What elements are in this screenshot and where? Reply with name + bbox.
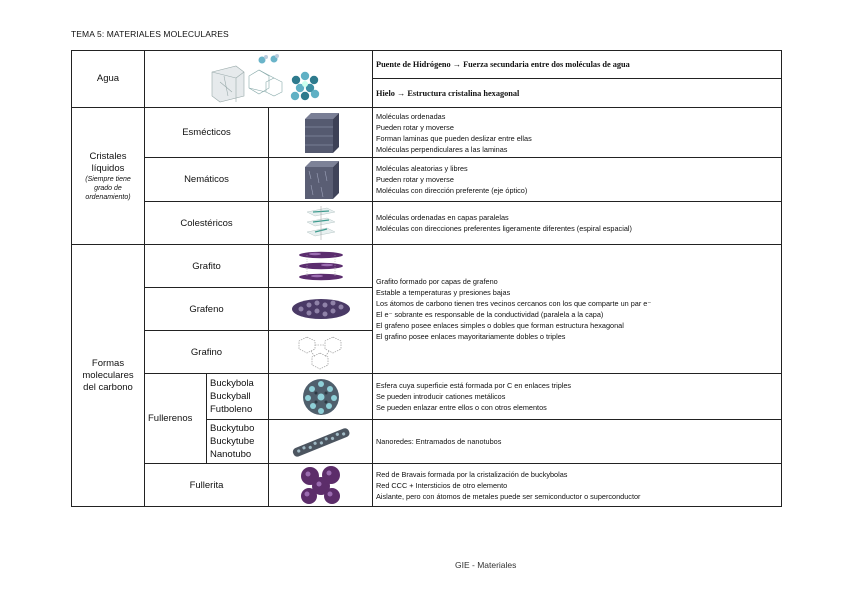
cristales-label-1: Cristales bbox=[89, 150, 127, 162]
nematicos-row bbox=[72, 158, 782, 202]
buckytubo-desc: Nanoredes: Entramados de nanotubos bbox=[373, 420, 782, 464]
cholesteric-image bbox=[269, 202, 373, 245]
fullerite-image bbox=[269, 464, 373, 507]
esmecticos-line: Pueden rotar y moverse bbox=[376, 122, 454, 132]
esmecticos-row bbox=[72, 108, 782, 158]
grafeno-label: Grafeno bbox=[145, 288, 269, 331]
bucky-line: Esfera cuya superficie está formada por C en enlaces triples bbox=[376, 381, 572, 390]
buckytubo-names bbox=[207, 420, 269, 464]
graphyne-image bbox=[269, 331, 373, 374]
tubo-name: Buckytubo bbox=[210, 423, 255, 434]
page-title: TEMA 5: MATERIALES MOLECULARES bbox=[71, 29, 229, 39]
water-molecules-image bbox=[145, 51, 373, 108]
nematicos-label: Nemáticos bbox=[145, 158, 269, 202]
grafino-label: Grafino bbox=[145, 331, 269, 374]
bucky-line: Se pueden enlazar entre ellos o con otros elementos bbox=[376, 403, 547, 412]
carbono-line: El grafeno posee enlaces simples o dobles que forman estructura hexagonal bbox=[376, 321, 624, 330]
nematicos-line: Pueden rotar y moverse bbox=[376, 175, 454, 184]
cristales-note-1: (Siempre tiene bbox=[85, 175, 131, 183]
esmecticos-line: Moléculas perpendiculares a las laminas bbox=[376, 144, 508, 154]
grafito-row bbox=[72, 245, 782, 288]
colestericos-label: Colestéricos bbox=[145, 202, 269, 245]
carbono-line: El e⁻ sobrante es responsable de la conductividad (paralela a la capa) bbox=[376, 310, 604, 319]
agua-line-2: Hielo → Estructura cristalina hexagonal bbox=[373, 79, 782, 108]
nematic-image bbox=[269, 158, 373, 202]
carbono-label-3: del carbono bbox=[83, 381, 133, 393]
fullerita-row bbox=[72, 464, 782, 507]
carbono-label-1: Formas bbox=[91, 357, 125, 369]
nanotube-image bbox=[269, 420, 373, 464]
graphite-image bbox=[269, 245, 373, 288]
esmecticos-desc bbox=[373, 108, 782, 158]
tubo-name: Buckytube bbox=[210, 436, 255, 447]
agua-row bbox=[72, 51, 782, 79]
colestericos-row bbox=[72, 202, 782, 245]
colestericos-line: Moléculas con direcciones preferentes ligeramente diferentes (espiral espacial) bbox=[376, 224, 632, 233]
nematicos-desc bbox=[373, 158, 782, 202]
bucky-line: Se pueden introducir cationes metálicos bbox=[376, 392, 506, 401]
bucky-name: Buckybola bbox=[210, 378, 254, 389]
colestericos-desc bbox=[373, 202, 782, 245]
cristales-note-3: ordenamiento) bbox=[85, 193, 131, 201]
cristales-label bbox=[72, 108, 145, 245]
carbono-line: Estable a temperaturas y presiones bajas bbox=[376, 288, 511, 297]
fullerenos-label: Fullerenos bbox=[145, 374, 207, 464]
cristales-label-2: líquidos bbox=[91, 162, 125, 174]
cristales-note-2: grado de bbox=[94, 184, 122, 192]
buckybola-desc bbox=[373, 374, 782, 420]
esmecticos-line: Forman laminas que pueden deslizar entre ellas bbox=[376, 133, 532, 143]
fullerita-label: Fullerita bbox=[145, 464, 269, 507]
footer-label: GIE - Materiales bbox=[455, 560, 517, 570]
buckybola-names bbox=[207, 374, 269, 420]
carbono-line: Grafito formado por capas de grafeno bbox=[376, 277, 498, 286]
esmecticos-line: Moléculas ordenadas bbox=[376, 111, 446, 121]
agua-line-1: Puente de Hidrógeno → Fuerza secundaria entre dos moléculas de agua bbox=[373, 51, 782, 79]
agua-label: Agua bbox=[72, 51, 145, 108]
carbono-line: El grafino posee enlaces mayoritariamente dobles o triples bbox=[376, 332, 566, 341]
carbono-group-desc bbox=[373, 245, 782, 374]
carbono-line: Los átomos de carbono tienen tres vecinos cercanos con los que comparte un par e⁻ bbox=[376, 299, 652, 308]
graphene-image bbox=[269, 288, 373, 331]
bucky-name: Buckyball bbox=[210, 391, 251, 402]
colestericos-line: Moléculas ordenadas en capas paralelas bbox=[376, 213, 509, 222]
fullerita-line: Red CCC + Intersticios de otro elemento bbox=[376, 480, 508, 490]
fullerita-line: Red de Bravais formada por la cristalización de buckybolas bbox=[376, 469, 568, 479]
carbono-label bbox=[72, 245, 145, 507]
materials-table bbox=[71, 50, 782, 507]
nematicos-line: Moléculas con dirección preferente (eje óptico) bbox=[376, 186, 528, 195]
smectic-image bbox=[269, 108, 373, 158]
buckybola-row bbox=[72, 374, 782, 420]
bucky-name: Futboleno bbox=[210, 404, 253, 415]
esmecticos-label: Esmécticos bbox=[145, 108, 269, 158]
carbono-label-2: moleculares bbox=[82, 369, 134, 381]
grafito-label: Grafito bbox=[145, 245, 269, 288]
nematicos-line: Moléculas aleatorias y libres bbox=[376, 164, 468, 173]
buckyball-image bbox=[269, 374, 373, 420]
fullerita-line: Aislante, pero con átomos de metales puede ser semiconductor o superconductor bbox=[376, 491, 641, 501]
tubo-name: Nanotubo bbox=[210, 449, 252, 460]
fullerita-desc bbox=[373, 464, 782, 507]
